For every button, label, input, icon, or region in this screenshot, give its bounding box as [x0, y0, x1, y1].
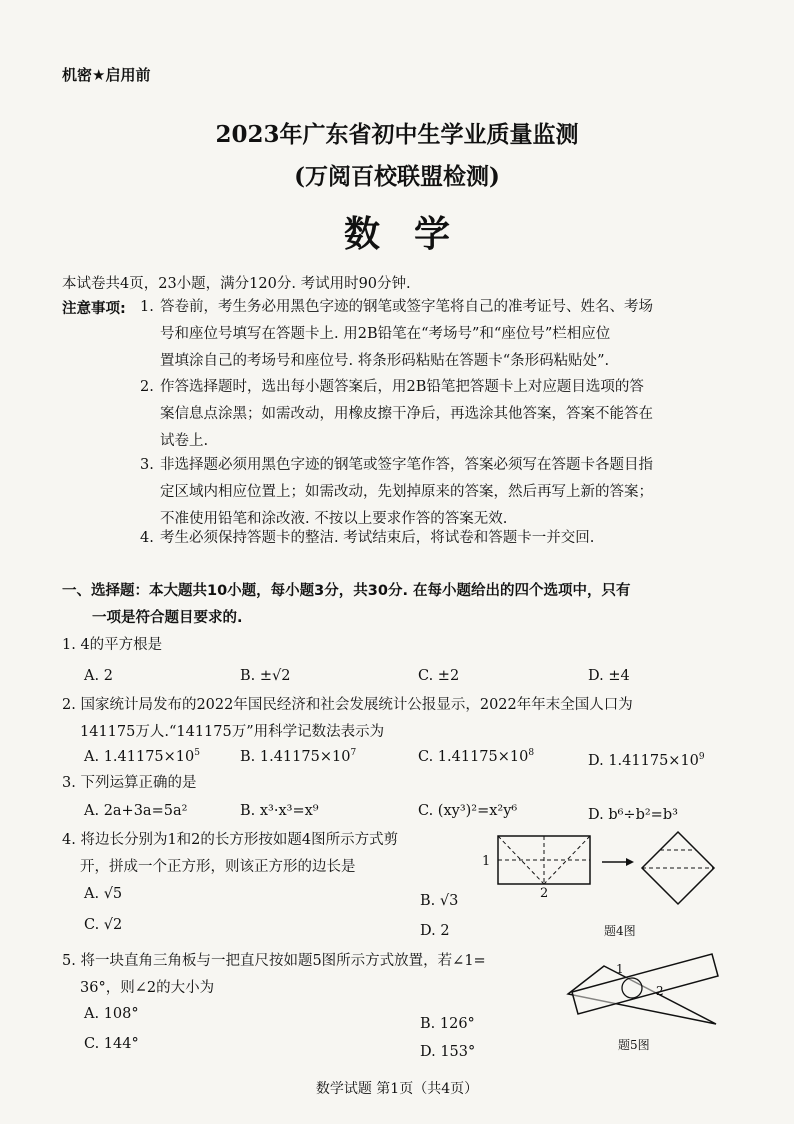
q3-option-c: C. (xy³)²=x²y⁶	[418, 803, 518, 819]
q1-option-c: C. ±2	[418, 668, 460, 684]
question-4-stem: 4. 将边长分别为1和2的长方形按如题4图所示方式剪 开，拼成一个正方形，则该正方形的边长是	[62, 832, 399, 875]
notice-item-4: 4. 考生必须保持答题卡的整洁. 考试结束后，将试卷和答题卡一并交回.	[140, 530, 595, 546]
section-heading: 一、选择题：本大题共10小题，每小题3分，共30分. 在每小题给出的四个选项中，只有 一项是符合题目要求的.	[62, 583, 631, 626]
q5-option-c: C. 144°	[84, 1036, 139, 1052]
question-3-stem: 3. 下列运算正确的是	[62, 775, 197, 791]
q1-option-a: A. 2	[84, 668, 113, 684]
fig5-label-1: 1	[616, 962, 624, 976]
q5-option-d: D. 153°	[420, 1044, 476, 1060]
fig4-arrowhead	[626, 858, 634, 866]
q5-option-b: B. 126°	[420, 1016, 475, 1032]
question-2-stem: 2. 国家统计局发布的2022年国民经济和社会发展统计公报显示，2022年年末全国人口为 141175万人.“141175万”用科学记数法表示为	[62, 697, 633, 740]
q2-option-b: B. $1.41175\times 10^7$	[240, 748, 357, 765]
figure-5-caption: 题5图	[618, 1038, 650, 1052]
subject-title: 数学	[343, 214, 484, 255]
q2-option-d: D. $1.41175\times 10^9$	[588, 752, 705, 769]
q3-option-d: D. b⁶÷b²=b³	[588, 807, 678, 823]
notice-label: 注意事项:	[62, 301, 126, 317]
page-footer: 数学试题 第1页（共4页）	[315, 1081, 479, 1097]
q3-option-a: A. 2a+3a=5a²	[84, 803, 188, 819]
q4-option-d: D. 2	[420, 923, 450, 939]
q1-option-b: B. ±√2	[240, 668, 291, 684]
question-1-stem: 1. 4的平方根是	[62, 637, 163, 653]
figure-4	[478, 828, 728, 918]
q4-option-a: A. √5	[84, 886, 123, 902]
fig4-label-1: 1	[482, 854, 491, 869]
exam-title: 2023年广东省初中生学业质量监测	[215, 121, 579, 148]
q2-option-a: A. $1.41175\times 10^5$	[84, 748, 200, 765]
fig5-ruler	[572, 954, 718, 1014]
q4-option-c: C. √2	[84, 917, 123, 933]
exam-intro: 本试卷共4页，23小题，满分120分. 考试用时90分钟.	[62, 276, 411, 292]
fig4-label-2: 2	[540, 886, 549, 901]
q3-option-b: B. x³·x³=x⁹	[240, 803, 319, 819]
notice-item-1: 1. 答卷前，考生务必用黑色字迹的钢笔或签字笔将自己的准考证号、姓名、考场 号和座位号填写在答题卡上. 用2B铅笔在“考场号”和“座位号”栏相应位 置填涂自己的考场号和座位号. 将条形码粘贴在答题卡“条形码粘贴处”.	[140, 299, 653, 369]
figure-5	[566, 940, 726, 1030]
q5-option-a: A. 108°	[84, 1006, 139, 1022]
exam-subtitle: (万阅百校联盟检测)	[294, 163, 500, 190]
q1-option-d: D. ±4	[588, 668, 630, 684]
fig5-label-2: 2	[656, 984, 664, 998]
q2-option-c: C. $1.41175\times 10^8$	[418, 748, 535, 765]
notice-item-2: 2. 作答选择题时，选出每小题答案后，用2B铅笔把答题卡上对应题目选项的答 案信息点涂黑；如需改动，用橡皮擦干净后，再选涂其他答案，答案不能答在 试卷上.	[140, 379, 653, 449]
figure-4-caption: 题4图	[604, 924, 636, 938]
q4-option-b: B. √3	[420, 893, 459, 909]
notice-item-3: 3. 非选择题必须用黑色字迹的钢笔或签字笔作答，答案必须写在答题卡各题目指 定区域内相应位置上；如需改动，先划掉原来的答案，然后再写上新的答案； 不准使用铅笔和涂改液. 不按以上要求作答的答案无效.	[140, 457, 653, 527]
confidential-mark: 机密★启用前	[62, 66, 151, 84]
question-5-stem: 5. 将一块直角三角板与一把直尺按如题5图所示方式放置，若∠1= 36°，则∠2的大小为	[62, 953, 486, 996]
